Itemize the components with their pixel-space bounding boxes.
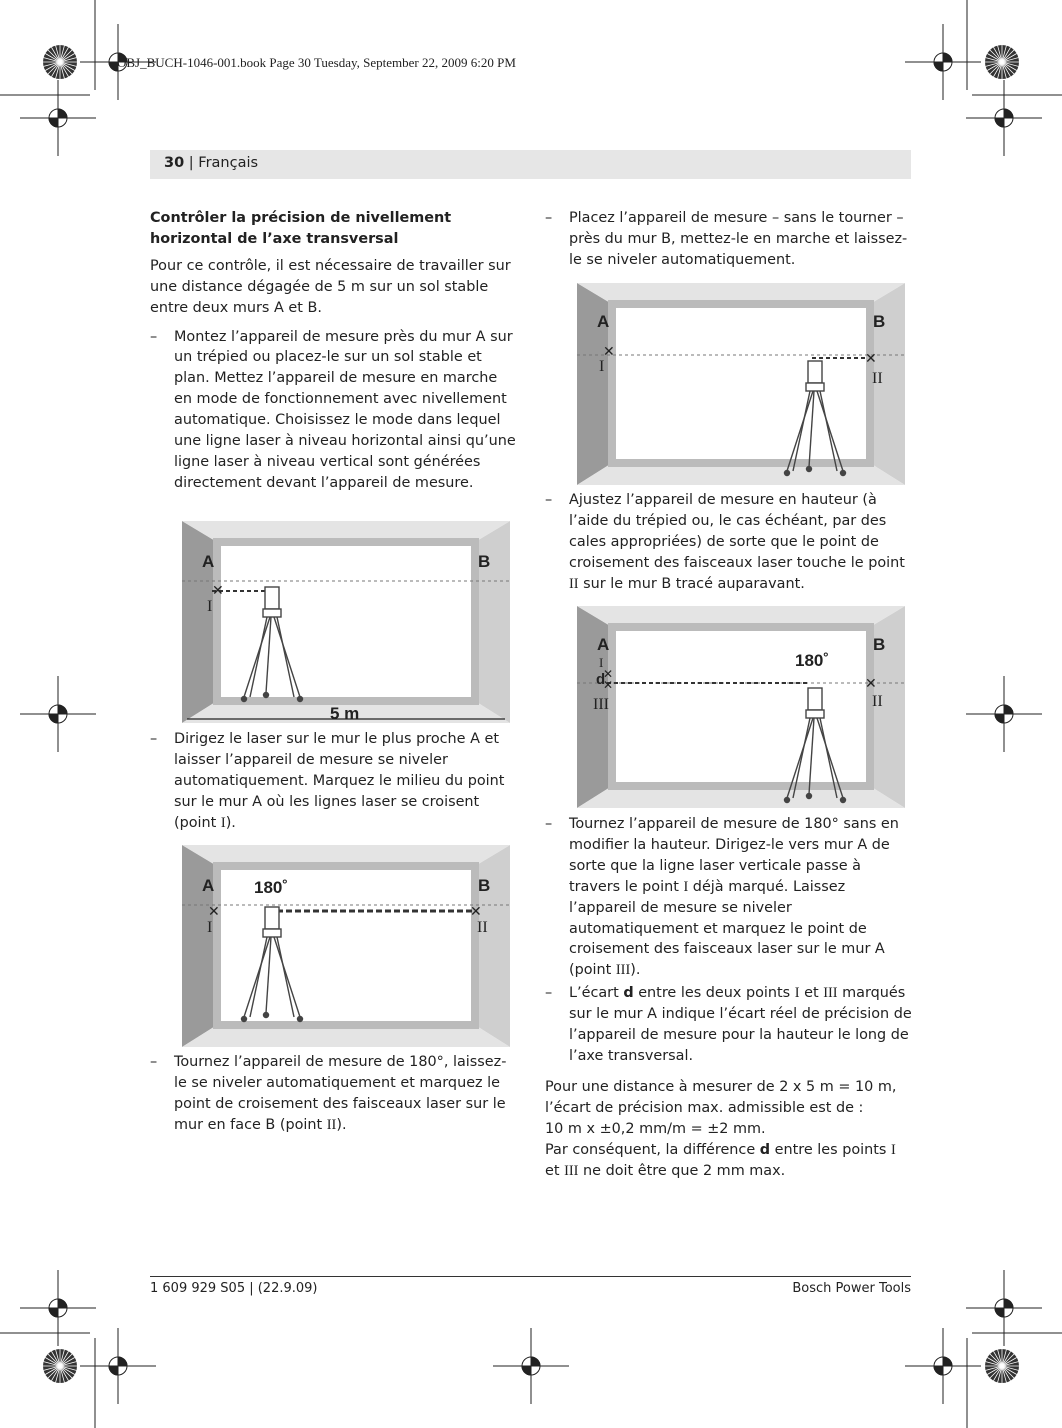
figure-rotate-to-b xyxy=(182,845,510,1047)
crosshair-mark xyxy=(493,1328,569,1404)
item-text: et xyxy=(799,985,824,1002)
point-i-label: I xyxy=(207,919,213,936)
conclusion-text: et xyxy=(545,1162,565,1179)
conclusion-line: Pour une distance à mesurer de 2 x 5 m = 10 m, l’écart de précision max. admissible est de : xyxy=(545,1078,897,1116)
list-item xyxy=(545,983,913,1067)
point-label: III xyxy=(564,1162,579,1179)
wall-a-label: A xyxy=(202,876,215,895)
crosshair-mark xyxy=(905,1328,981,1404)
gap-label: d xyxy=(623,985,634,1002)
crosshair-mark xyxy=(20,676,96,752)
list-dash: – xyxy=(150,731,158,747)
list-item xyxy=(545,208,913,271)
figure-rotate-to-a xyxy=(577,606,905,808)
item-text: déjà marqué. Laissez l’appareil de mesure se niveler automatiquement et marquez le point de croisement des faisceaux laser sur le mur A (point xyxy=(569,878,885,979)
list-item xyxy=(150,729,518,834)
point-ii-label: II xyxy=(872,370,883,387)
mark-x-icon: ✕ xyxy=(208,904,220,920)
list-dash: – xyxy=(545,492,553,508)
point-label: II xyxy=(569,575,579,592)
list-item xyxy=(150,327,518,494)
list-item xyxy=(150,1052,518,1136)
right-column xyxy=(545,208,913,279)
list-item xyxy=(545,814,913,981)
mark-x-icon: ✕ xyxy=(865,351,877,367)
mark-x-icon: ✕ xyxy=(603,667,614,681)
conclusion-line: 10 m x ±0,2 mm/m = ±2 mm. xyxy=(545,1120,766,1137)
list-dash: – xyxy=(545,985,553,1002)
crosshair-mark xyxy=(20,80,96,156)
figure-near-b xyxy=(577,283,905,485)
crosshair-mark xyxy=(80,1328,156,1404)
distance-label: 5 m xyxy=(330,704,360,723)
wall-b-label: B xyxy=(478,552,491,571)
point-label: III xyxy=(823,985,838,1002)
item-text: Ajustez l’appareil de mesure en hauteur (à l’aide du trépied ou, le cas échéant, par des cales appropriées) de sorte que le point de croisement des faisceaux laser touche le point xyxy=(569,492,905,571)
crosshair-mark xyxy=(966,80,1042,156)
point-i-label: I xyxy=(207,598,213,615)
wall-b-label: B xyxy=(478,876,491,895)
figure-setup-near-a xyxy=(182,521,510,723)
conclusion xyxy=(545,1077,913,1182)
conclusion-line xyxy=(545,1140,913,1182)
starburst-mark xyxy=(43,1349,77,1383)
point-iii-label: III xyxy=(593,696,609,713)
rotation-label: 180˚ xyxy=(795,651,830,670)
gap-label: d xyxy=(759,1141,771,1158)
starburst-mark xyxy=(985,45,1019,79)
footer-brand: Bosch Power Tools xyxy=(792,1281,911,1296)
footer-rule xyxy=(150,1276,911,1277)
right-column-3 xyxy=(545,814,913,1181)
starburst-mark xyxy=(43,45,77,79)
list-item xyxy=(545,490,913,595)
intro-paragraph: Pour ce contrôle, il est nécessaire de travailler sur une distance dégagée de 5 m sur un sol stable entre deux murs A et B. xyxy=(150,257,511,316)
mark-x-icon: ✕ xyxy=(603,678,614,692)
item-text: Placez l’appareil de mesure – sans le tourner – près du mur B, mettez-le en marche et laissez-le se niveler automatiquement. xyxy=(569,210,908,268)
crosshair-mark xyxy=(966,676,1042,752)
mark-x-icon: ✕ xyxy=(865,676,877,692)
mark-x-icon: ✕ xyxy=(212,583,224,599)
item-text: marqués sur le mur A indique l’écart réel de précision de l’appareil de mesure pour la hauteur le long de l’axe transversal. xyxy=(569,985,912,1064)
section-heading: Contrôler la précision de nivellement horizontal de l’axe transversal xyxy=(150,210,452,247)
wall-b-label: B xyxy=(873,635,886,654)
point-label: I xyxy=(220,814,226,831)
crosshair-mark xyxy=(20,1270,96,1346)
item-text: Montez l’appareil de mesure près du mur A sur un trépied ou placez-le sur un sol stable et plan. Mettez l’appareil de mesure en marche en mode de fonctionnement avec nivellement automatique. Choisissez le mode dans lequel une ligne laser à niveau horizontal ainsi qu’une ligne laser à niveau vertical sont générées directement devant l’appareil de mesure. xyxy=(174,328,516,491)
item-text: ). xyxy=(630,962,641,979)
list-dash: – xyxy=(150,1054,158,1070)
gap-d-label: d xyxy=(596,671,606,688)
conclusion-text: Par conséquent, la différence xyxy=(545,1141,760,1158)
point-label: I xyxy=(794,985,800,1002)
wall-a-label: A xyxy=(597,312,610,331)
left-column-3 xyxy=(150,1052,518,1144)
header-language: Français xyxy=(198,155,259,171)
left-column-2 xyxy=(150,729,518,842)
point-i-label: I xyxy=(599,655,604,670)
left-column xyxy=(150,208,518,502)
item-text: ). xyxy=(336,1116,347,1133)
rotation-label: 180˚ xyxy=(254,878,289,897)
item-text: L’écart xyxy=(569,985,624,1002)
item-text: Dirigez le laser sur le mur le plus proche A et laisser l’appareil de mesure se niveler automatiquement. Marquez le milieu du point sur le mur A où les lignes laser se croisent (point xyxy=(174,731,505,831)
list-dash: – xyxy=(150,328,158,345)
starburst-mark xyxy=(985,1349,1019,1383)
list-dash: – xyxy=(545,816,553,832)
point-label: II xyxy=(326,1116,337,1133)
file-slug: OBJ_BUCH-1046-001.book Page 30 Tuesday, September 22, 2009 6:20 PM xyxy=(117,55,516,70)
point-i-label: I xyxy=(599,358,605,375)
point-ii-label: II xyxy=(872,693,883,710)
crosshair-mark xyxy=(966,1270,1042,1346)
header-bar xyxy=(150,150,911,179)
wall-a-label: A xyxy=(202,552,215,571)
item-text: Tournez l’appareil de mesure de 180°, laissez-le se niveler automatiquement et marquez le point de croisement des faisceaux laser sur le mur en face B (point xyxy=(174,1054,507,1133)
point-ii-label: II xyxy=(477,919,488,936)
footer-doc-number: 1 609 929 S05 | (22.9.09) xyxy=(150,1281,318,1296)
crosshair-mark xyxy=(905,24,981,100)
list-dash: – xyxy=(545,210,553,226)
right-column-2 xyxy=(545,490,913,603)
point-label: III xyxy=(615,962,631,979)
page-number: 30 xyxy=(164,155,185,171)
header-separator: | xyxy=(184,155,199,171)
item-text: entre les deux points xyxy=(633,985,795,1002)
point-label: I xyxy=(683,878,689,895)
conclusion-text: ne doit être que 2 mm max. xyxy=(578,1162,786,1179)
mark-x-icon: ✕ xyxy=(603,344,615,360)
mark-x-icon: ✕ xyxy=(470,904,482,920)
item-text: ). xyxy=(225,814,236,831)
conclusion-text: entre les points xyxy=(770,1141,891,1158)
item-text: sur le mur B tracé auparavant. xyxy=(578,575,805,592)
point-label: I xyxy=(891,1141,896,1158)
page-header xyxy=(164,155,258,171)
wall-a-label: A xyxy=(597,635,610,654)
item-text: Tournez l’appareil de mesure de 180° sans en modifier la hauteur. Dirigez-le vers mur A de sorte que la ligne laser verticale passe à travers le point xyxy=(569,816,899,895)
wall-b-label: B xyxy=(873,312,886,331)
